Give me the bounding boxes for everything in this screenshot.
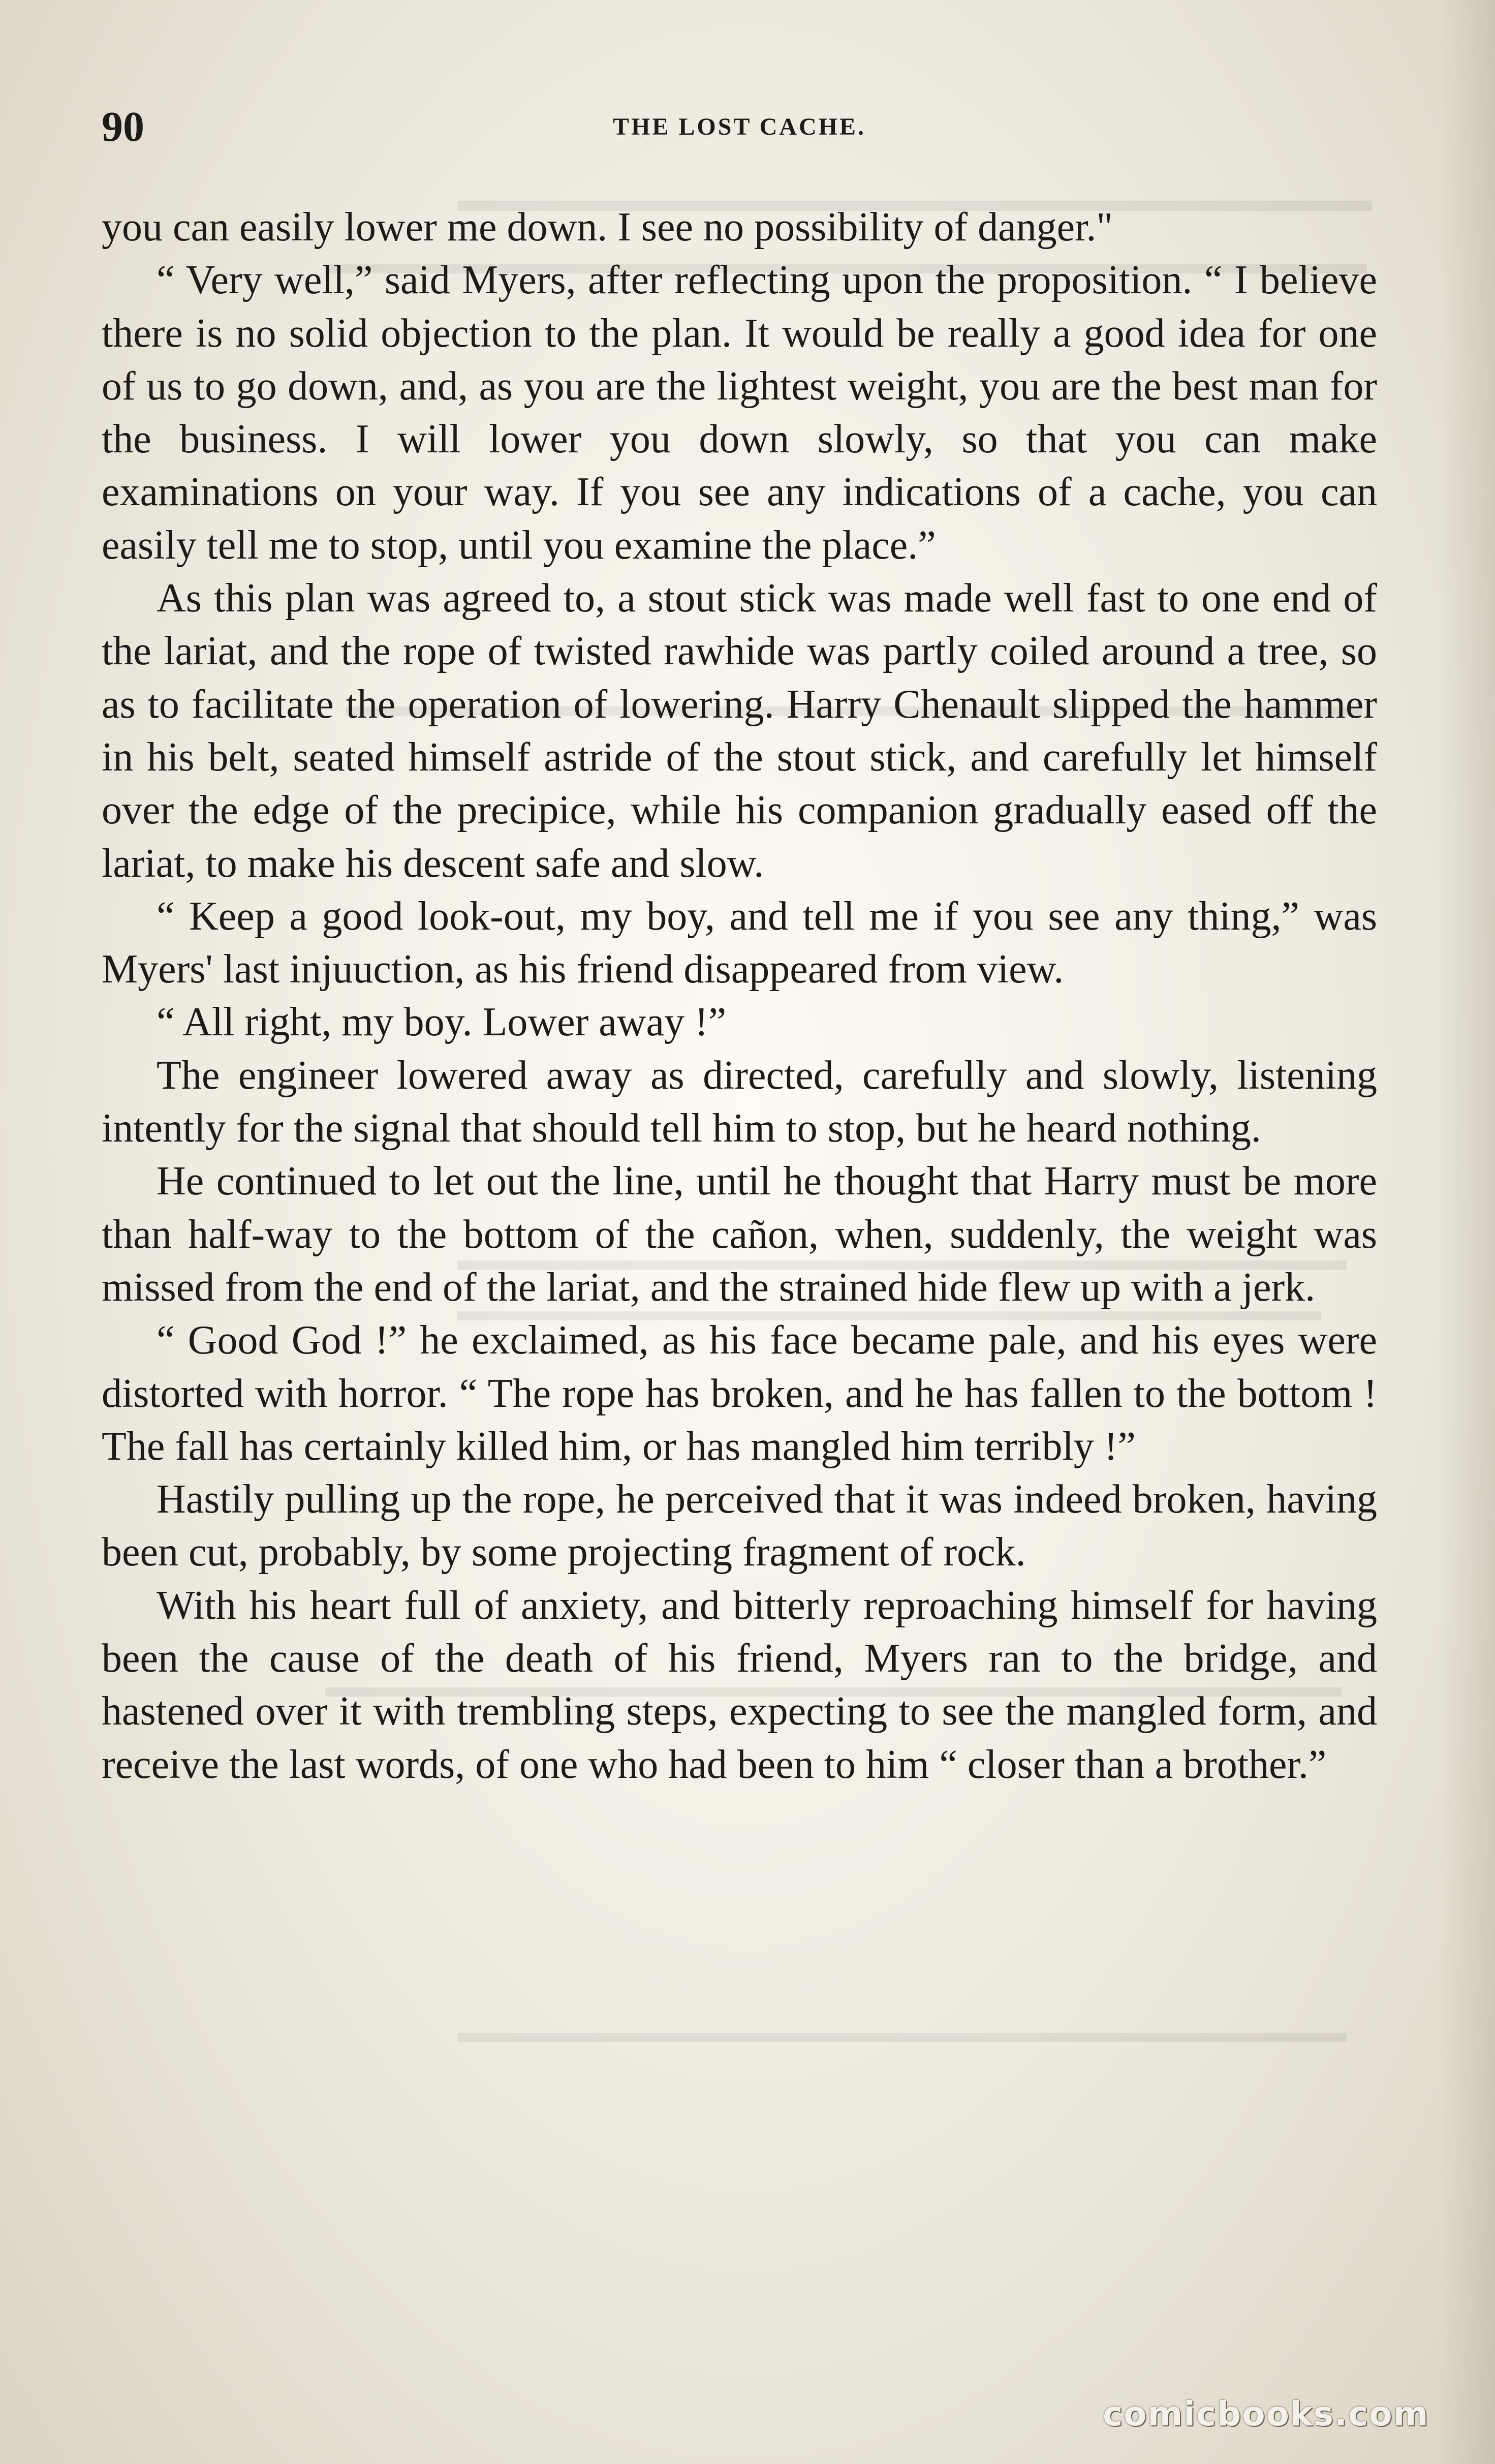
paragraph: Hastily pulling up the rope, he perceived that it was indeed broken, having been cut, probably, by some projecting fragment of rock.: [102, 1477, 1377, 1575]
paragraph: “ Good God !” he exclaimed, as his face became pale, and his eyes were distorted with horror. “ The rope has broken, and he has fallen to the bottom ! The fall has certainly killed him, or has mangled him terribly !”: [102, 1318, 1377, 1469]
page-header: [102, 97, 1377, 158]
paragraph: “ Very well,” said Myers, after reflecting upon the proposition. “ I believe there is no solid objection to the plan. It would be really a good idea for one of us to go down, and, as you are the lightest weight, you are the best man for the business. I will lower you down slowly, so that you can make examinations on your way. If you see any indications of a cache, you can easily tell me to stop, until you examine the place.”: [102, 258, 1377, 568]
paragraph: He continued to let out the line, until he thought that Harry must be more than half-way to the bottom of the cañon, when, suddenly, the weight was missed from the end of the lariat, and the strained hide flew up with a jerk.: [102, 1159, 1377, 1310]
paragraph: With his heart full of anxiety, and bitterly reproaching himself for having been the cause of the death of his friend, Myers ran to the bridge, and hastened over it with trembling steps, expecting to see the mangled form, and receive the last words, of one who had been to him “ closer than a brother.”: [102, 1583, 1377, 1787]
paragraph: The engineer lowered away as directed, carefully and slowly, listening intently for the signal that should tell him to stop, but he heard nothing.: [102, 1053, 1377, 1151]
paragraph: As this plan was agreed to, a stout stick was made well fast to one end of the lariat, and the rope of twisted rawhide was partly coiled around a tree, so as to facilitate the operation of lowering. Harry Chenault slipped the hammer in his belt, seated himself astride of the stout stick, and carefully let himself over the edge of the precipice, while his companion gradually eased off the lariat, to make his descent safe and slow.: [102, 576, 1377, 886]
paragraph: you can easily lower me down. I see no possibility of danger.": [102, 205, 1113, 250]
running-head: THE LOST CACHE.: [613, 113, 866, 140]
watermark: comicbooks.com: [1103, 2394, 1429, 2434]
page-number: 90: [102, 103, 144, 150]
body-text: [102, 201, 1377, 1791]
paragraph: “ Keep a good look-out, my boy, and tell me if you see any thing,” was Myers' last injuuction, as his friend disappeared from view.: [102, 894, 1377, 992]
paragraph: “ All right, my boy. Lower away !”: [157, 1000, 727, 1045]
